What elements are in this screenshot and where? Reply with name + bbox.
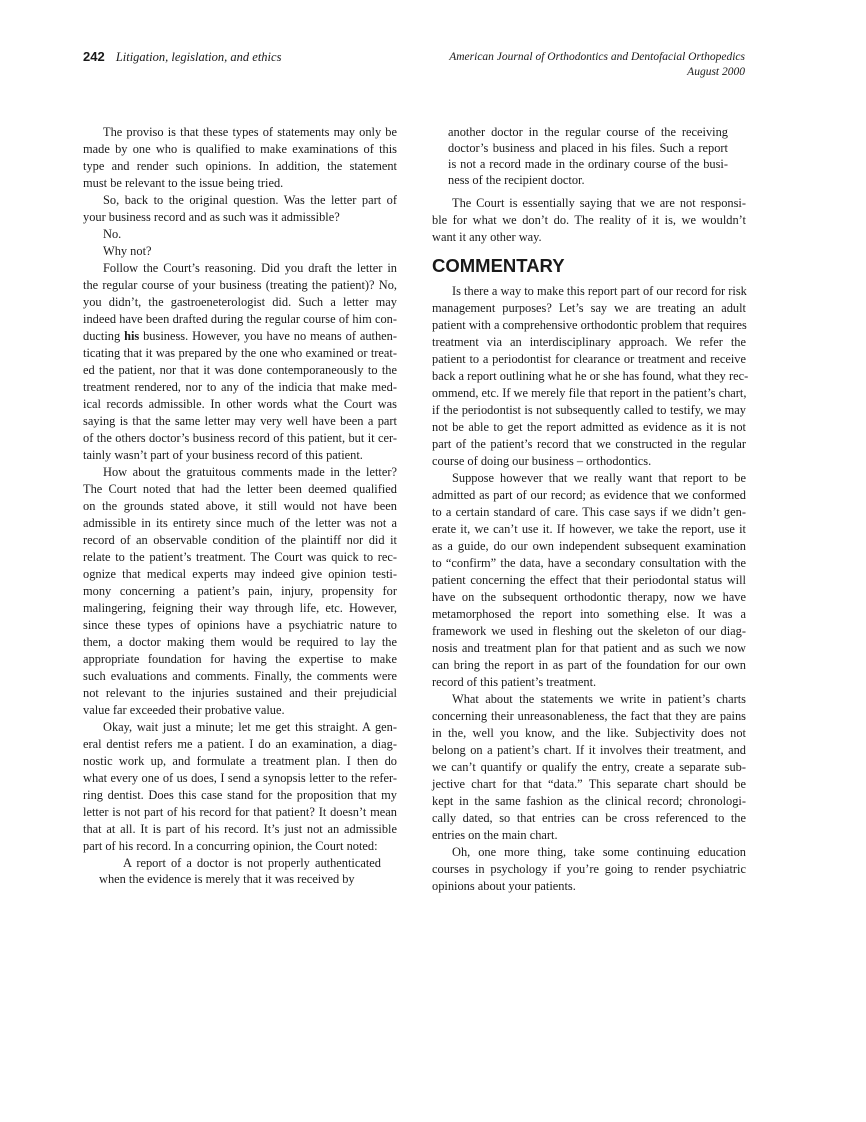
- text-line: as a guide, do our own independent subsequent examination: [432, 539, 746, 553]
- text-line: admissible in its entirety since much of the letter was not a: [83, 516, 397, 530]
- left-column: [83, 124, 397, 887]
- paragraph: [83, 192, 397, 226]
- text-line: tainly wasn’t part of your business record of this patient.: [83, 448, 363, 462]
- text-line: management purposes? Let’s say we are treating an adult: [432, 301, 746, 315]
- text-line: How about the gratuitous comments made in the letter?: [103, 465, 397, 479]
- text-line: concerning their unreasonableness, the fact that they are pains: [432, 709, 746, 723]
- text-line: The Court is essentially saying that we are not responsi-: [452, 196, 746, 210]
- text-line: is not a record made in the ordinary course of the busi-: [448, 157, 728, 171]
- paragraph: [83, 124, 397, 192]
- text-line: A report of a doctor is not properly authenticated: [123, 856, 381, 870]
- text-line: another doctor in the regular course of the receiving: [448, 125, 728, 139]
- running-header-right: [449, 50, 745, 80]
- text-line: course of doing our business – orthodontics.: [432, 454, 652, 468]
- text-line: Is there a way to make this report part of our record for risk: [452, 284, 747, 298]
- text-line: ommend, etc. If we merely file that report in the patient’s chart,: [432, 386, 747, 400]
- text-line: treatment via an interdisciplinary approach. We refer the: [432, 335, 746, 349]
- text-line: record of an observable condition of the plaintiff nor did it: [83, 533, 397, 547]
- text-line: kept in the same fashion as the clinical record; chronologi-: [432, 794, 746, 808]
- text-line: if the periodontist is not subsequently called to testify, we may: [432, 403, 746, 417]
- text-line: part of his record. In a concurring opinion, the Court noted:: [83, 839, 378, 853]
- journal-title: American Journal of Orthodontics and Dentofacial Orthopedics: [449, 51, 745, 63]
- page-number: 242: [83, 49, 105, 64]
- text-line: patient with a comprehensive orthodontic problem that requires: [432, 318, 747, 332]
- text-line: cally dated, so that entries can be cross referenced to the: [432, 811, 746, 825]
- text-line: nostic work up, and formulate a treatment plan. I then do: [83, 754, 397, 768]
- text-line: eral dentist refers me a patient. I do an examination, a diag-: [83, 737, 397, 751]
- text-line: made by one who is qualified to make examinations of this: [83, 142, 397, 156]
- text-line: ticating that it was prepared by the one who examined or treat-: [83, 346, 397, 360]
- text-line: courses in psychology if you’re going to render psychiatric: [432, 862, 746, 876]
- text-line: part of the patient’s record that we constructed in the regular: [432, 437, 746, 451]
- text-line: belong on a patient’s chart. If it involves their treatment, and: [432, 743, 746, 757]
- paragraph: [432, 470, 746, 691]
- text-line: treatment rendered, nor to any of the indicia that make med-: [83, 380, 397, 394]
- right-column: [432, 124, 749, 895]
- paragraph: [83, 243, 397, 260]
- text-line: to “confirm” the data, have a secondary consultation with the: [432, 556, 746, 570]
- text-line: ble for what we don’t do. The reality of it is, we wouldn’t: [432, 213, 746, 227]
- text-line: in the, well you know, and the like. Subjectivity does not: [432, 726, 746, 740]
- text-line: What about the statements we write in patient’s charts: [452, 692, 746, 706]
- text-line: that at all. It is part of his record. It’s just not an admissible: [83, 822, 397, 836]
- text-line: type and render such opinions. In addition, the statement: [83, 159, 397, 173]
- text-line: nosis and treatment plan for that patient and as such we now: [432, 641, 746, 655]
- paragraph: [432, 691, 746, 844]
- text-line: since these types of opinions have a psychiatric nature to: [83, 618, 397, 632]
- text-line: want it any other way.: [432, 230, 542, 244]
- text-line: your business record and as such was it admissible?: [83, 210, 340, 224]
- block-quote: [432, 124, 746, 188]
- text-line: ring dentist. Does this case stand for the proposition that my: [83, 788, 397, 802]
- text-line: when the evidence is merely that it was received by: [99, 872, 355, 886]
- text-line: what every one of us does, I send a synopsis letter to the refer-: [83, 771, 397, 785]
- text-line: Why not?: [103, 244, 152, 258]
- text-line: The proviso is that these types of statements may only be: [103, 125, 397, 139]
- text-line: not relevant to the injuries sustained and their prejudicial: [83, 686, 397, 700]
- text-line: ed the patient, nor that it was done contemporaneously to the: [83, 363, 397, 377]
- text-line: ognize that medical experts may indeed give opinion testi-: [83, 567, 397, 581]
- text-line: record of this patient’s treatment.: [432, 675, 597, 689]
- text-line: admitted as part of our record; as evidence that we conformed: [432, 488, 746, 502]
- text-line: framework we used in fleshing out the skeleton of our diag-: [432, 624, 746, 638]
- text-line: value far exceeded their probative value.: [83, 703, 285, 717]
- text-line: not be able to get the report admitted as evidence as it is not: [432, 420, 746, 434]
- text-line: have on the subsequent orthodontic therapy, now we have: [432, 590, 746, 604]
- text-line: jective chart for that “data.” This separate chart should be: [432, 777, 746, 791]
- text-line: saying is that the same letter may very well have been a part: [83, 414, 397, 428]
- text-line: malingering, feigning their way through life, etc. However,: [83, 601, 397, 615]
- text-line: doctor’s business and placed in his files. Such a report: [448, 141, 728, 155]
- text-line: No.: [103, 227, 122, 241]
- text-line: entries on the main chart.: [432, 828, 558, 842]
- text-line: on the grounds stated above, it still would not have been: [83, 499, 397, 513]
- paragraph: [432, 195, 746, 246]
- text-line: must be relevant to the issue being tried.: [83, 176, 284, 190]
- text-line: them, a doctor making them would be required to lay the: [83, 635, 397, 649]
- text-line: erate it, we can’t use it. If however, we take the report, use it: [432, 522, 746, 536]
- paragraph: [83, 464, 397, 719]
- text-line: letter is not part of his record for that patient? It doesn’t mean: [83, 805, 397, 819]
- text-line: you didn’t, the gastroeneterologist did. Such a letter may: [83, 295, 397, 309]
- paragraph: [83, 226, 397, 243]
- running-header-left: [83, 49, 281, 65]
- paragraph: [83, 719, 397, 855]
- section-heading: COMMENTARY: [432, 255, 565, 276]
- text-line: mony concerning a patient’s pain, injury, propensity for: [83, 584, 397, 598]
- text-line: So, back to the original question. Was the letter part of: [103, 193, 397, 207]
- section-title: Litigation, legislation, and ethics: [115, 50, 282, 64]
- text-line: Okay, wait just a minute; let me get this straight. A gen-: [103, 720, 397, 734]
- text-line: ical records admissible. In other words what the Court was: [83, 397, 397, 411]
- text-line: the regular course of your business (treating the patient)? No,: [83, 278, 397, 292]
- text-line: of the others doctor’s business record of this patient, but it cer-: [83, 431, 397, 445]
- text-line: such evaluations and comments. Finally, the comments were: [83, 669, 397, 683]
- text-line: appropriate foundation for having the expertise to make: [83, 652, 397, 666]
- paragraph: [83, 260, 397, 464]
- text-line: Suppose however that we really want that report to be: [452, 471, 746, 485]
- issue-date: August 2000: [687, 66, 745, 78]
- text-line: Follow the Court’s reasoning. Did you draft the letter in: [103, 261, 397, 275]
- text-line: metamorphosed the report into something else. It was a: [432, 607, 746, 621]
- text-line: indeed have been drafted during the regular course of him con-: [83, 312, 397, 326]
- text-line: opinions about your patients.: [432, 879, 576, 893]
- text-line: The Court noted that had the letter been deemed qualified: [83, 482, 397, 496]
- text-line: ducting his business. However, you have no means of authen-: [83, 329, 397, 343]
- text-line: can bring the report in as part of the foundation for our own: [432, 658, 746, 672]
- text-line: back a report outlining what he or she has found, what they rec-: [432, 369, 749, 383]
- text-line: Oh, one more thing, take some continuing education: [452, 845, 746, 859]
- text-line: relate to the patient’s treatment. The Court was quick to rec-: [83, 550, 397, 564]
- text-line: ness of the recipient doctor.: [448, 173, 585, 187]
- paragraph: [432, 283, 749, 470]
- text-line: patient concerning the effect that their periodontal status will: [432, 573, 746, 587]
- paragraph: [432, 844, 746, 895]
- block-quote: [83, 855, 397, 887]
- text-line: patient to a periodontist for clearance or treatment and receive: [432, 352, 746, 366]
- text-line: to a certain standard of care. This case says if we didn’t gen-: [432, 505, 746, 519]
- text-line: we can’t quantify or qualify the entry, create a separate sub-: [432, 760, 746, 774]
